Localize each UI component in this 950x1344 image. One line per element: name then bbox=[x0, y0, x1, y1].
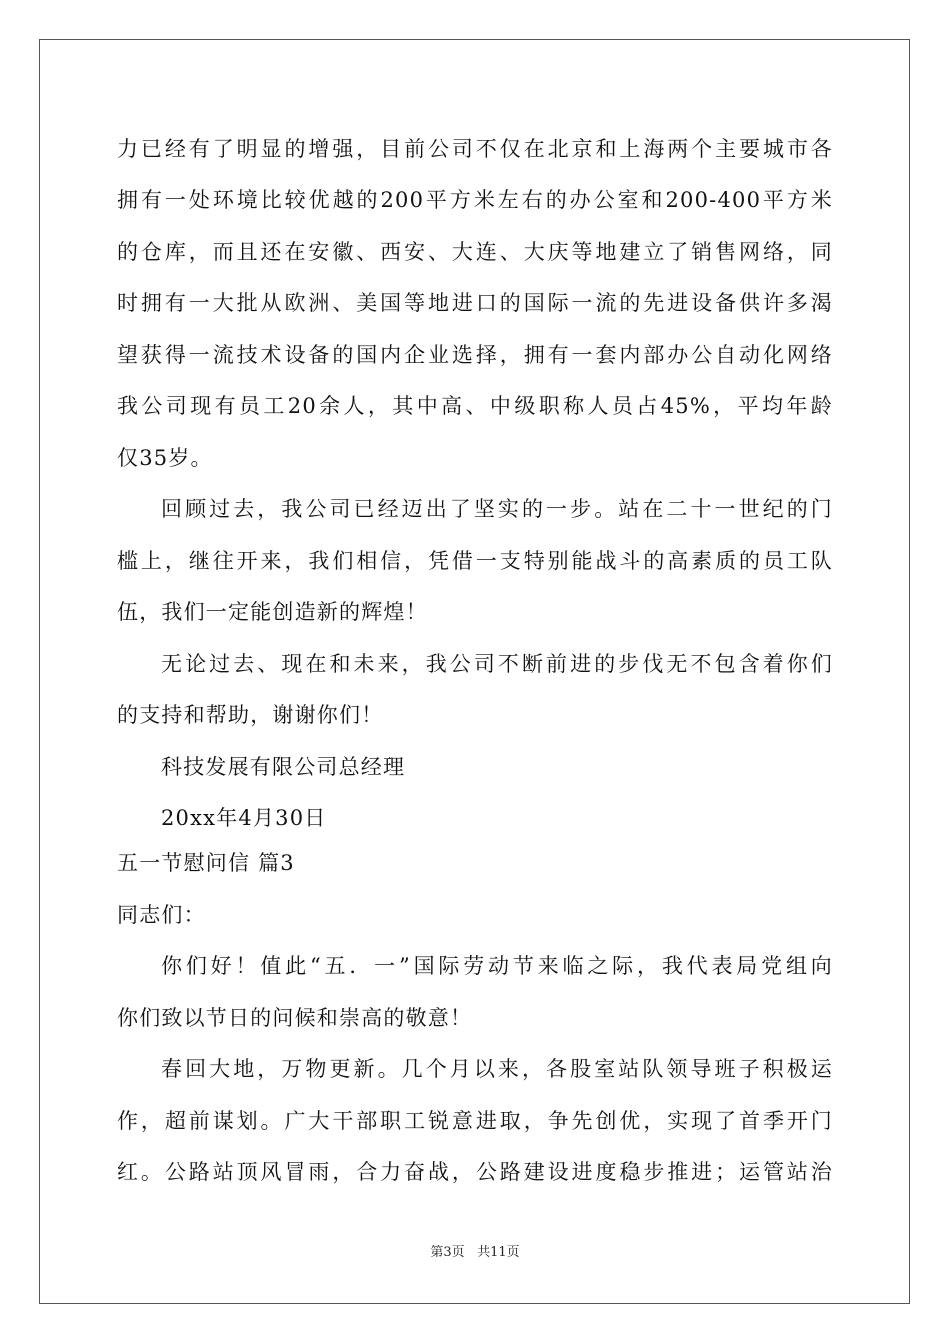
section-heading: 五一节慰问信 篇3 bbox=[117, 851, 295, 875]
text-line: 作，超前谋划。广大干部职工锐意进取，争先创优，实现了首季开门 bbox=[117, 1109, 833, 1133]
page-footer bbox=[0, 1245, 950, 1261]
text-line: 槛上，继往开来，我们相信，凭借一支特别能战斗的高素质的员工队 bbox=[117, 549, 833, 573]
text-line: 我公司现有员工20余人，其中高、中级职称人员占45%，平均年龄 bbox=[117, 394, 833, 418]
paragraph-first-line: 回顾过去，我公司已经迈出了坚实的一步。站在二十一世纪的门 bbox=[161, 497, 833, 521]
signature-company: 科技发展有限公司总经理 bbox=[161, 755, 406, 779]
paragraph-first-line: 无论过去、现在和未来，我公司不断前进的步伐无不包含着你们 bbox=[161, 652, 833, 676]
text-line: 伍，我们一定能创造新的辉煌！ bbox=[117, 600, 428, 624]
salutation: 同志们： bbox=[117, 903, 206, 927]
page-total: 共11页 bbox=[477, 1245, 520, 1260]
paragraph-first-line: 春回大地，万物更新。几个月以来，各股室站队领导班子积极运 bbox=[161, 1057, 833, 1081]
page-number: 第3页 bbox=[430, 1245, 465, 1260]
text-line: 拥有一处环境比较优越的200平方米左右的办公室和200-400平方米 bbox=[117, 188, 833, 212]
text-line: 力已经有了明显的增强，目前公司不仅在北京和上海两个主要城市各 bbox=[117, 137, 833, 161]
text-line: 时拥有一大批从欧洲、美国等地进口的国际一流的先进设备供许多渴 bbox=[117, 291, 833, 315]
text-line: 你们致以节日的问候和崇高的敬意！ bbox=[117, 1006, 473, 1030]
text-line: 的仓库，而且还在安徽、西安、大连、大庆等地建立了销售网络，同 bbox=[117, 240, 833, 264]
text-line: 望获得一流技术设备的国内企业选择，拥有一套内部办公自动化网络 bbox=[117, 343, 833, 367]
text-line: 红。公路站顶风冒雨，合力奋战，公路建设进度稳步推进；运管站治 bbox=[117, 1160, 833, 1184]
text-line: 仅35岁。 bbox=[117, 446, 213, 470]
paragraph-first-line: 你们好！值此“五．一”国际劳动节来临之际，我代表局党组向 bbox=[161, 954, 833, 978]
text-line: 的支持和帮助，谢谢你们！ bbox=[117, 703, 384, 727]
signature-date: 20xx年4月30日 bbox=[161, 806, 327, 830]
